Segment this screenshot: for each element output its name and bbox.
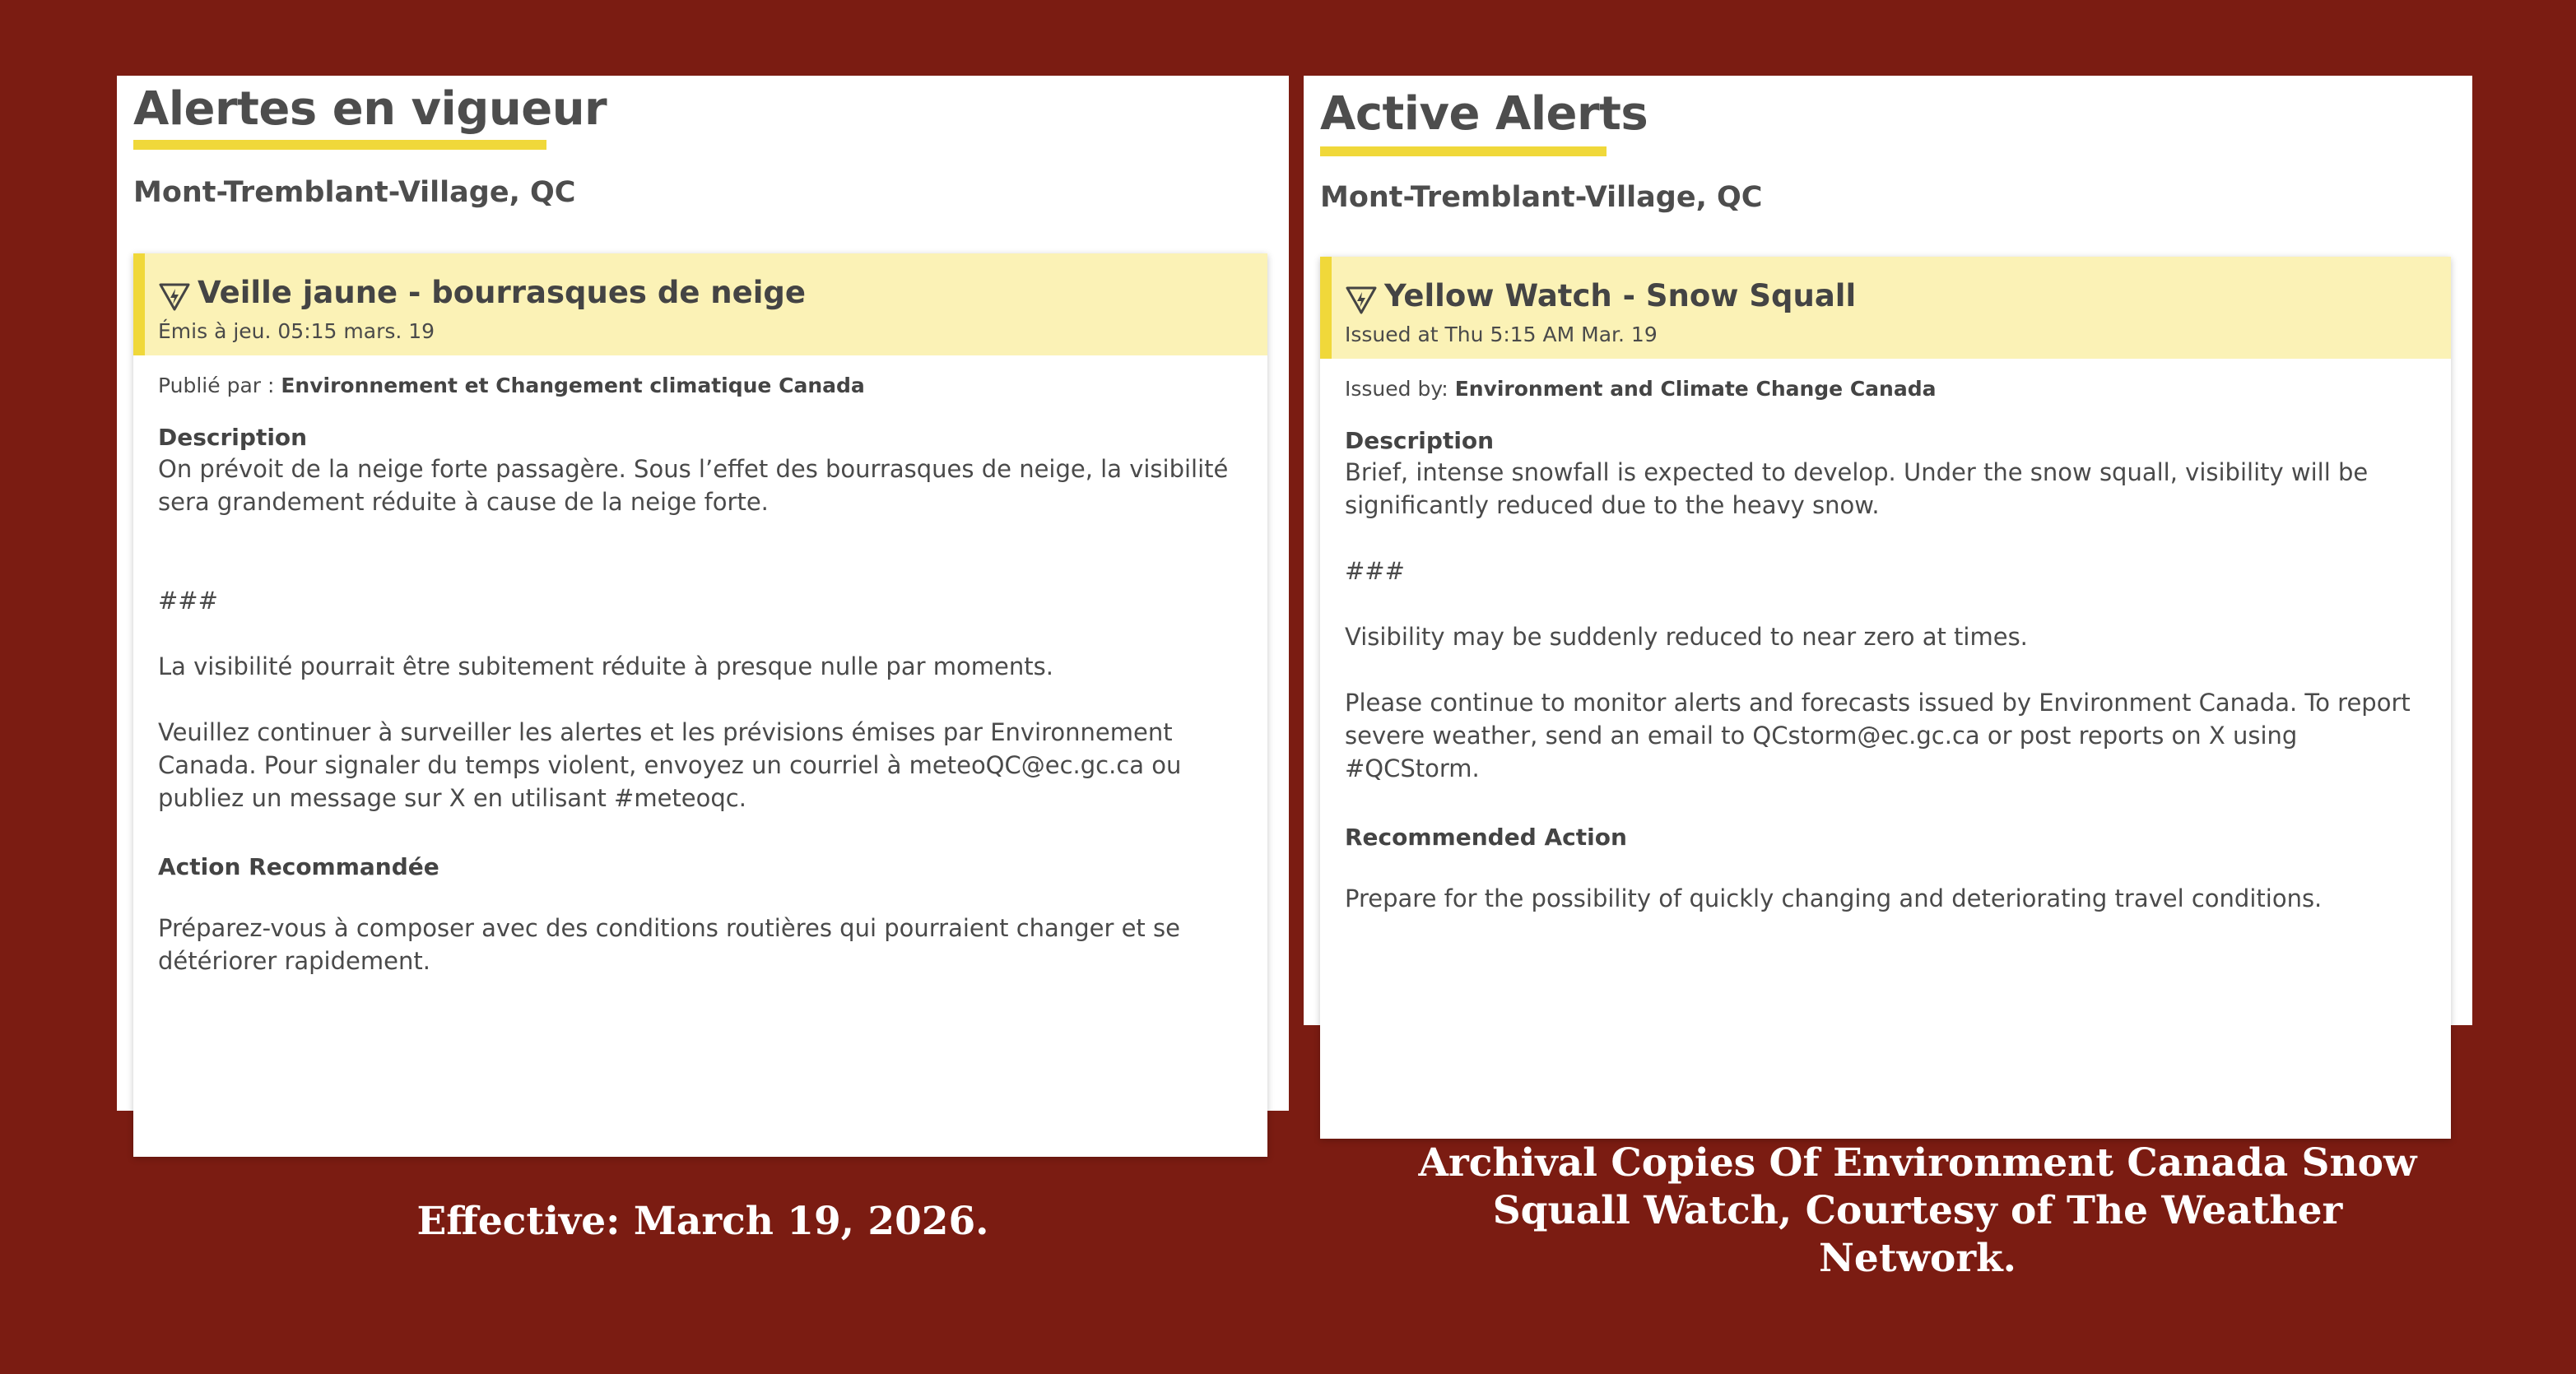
- title-underline: [133, 140, 546, 150]
- effective-date-caption: Effective: March 19, 2026.: [416, 1199, 989, 1244]
- issuer-name: Environment and Climate Change Canada: [1454, 377, 1937, 401]
- alert-issued-time: Issued at Thu 5:15 AM Mar. 19: [1345, 323, 1658, 346]
- issuer-label: Issued by:: [1345, 377, 1448, 401]
- description-paragraph-3: Veuillez continuer à surveiller les alertes et les prévisions émises par Environnement Canada. Pour signaler du temps violent, envoyez un courriel à meteoQC@ec.gc.ca ou publiez un message sur X en utilisant #meteoqc.: [158, 718, 1182, 812]
- separator-text: ###: [158, 587, 218, 615]
- alerts-panel-english: [1304, 76, 2472, 1025]
- separator-text: ###: [1345, 557, 1405, 585]
- description-heading: Description: [1345, 427, 1495, 454]
- issuer-label: Publié par :: [158, 374, 275, 397]
- action-heading: Action Recommandée: [158, 853, 439, 880]
- issuer-line: [158, 372, 1243, 400]
- action-heading: Recommended Action: [1345, 824, 1627, 851]
- alerts-panel-french: [117, 76, 1289, 1111]
- alert-issued-time: Émis à jeu. 05:15 mars. 19: [158, 319, 435, 343]
- description-paragraph-1: Brief, intense snowfall is expected to develop. Under the snow squall, visibility will be significantly reduced due to the heavy snow.: [1345, 458, 2369, 519]
- location-heading: Mont-Tremblant-Village, QC: [133, 176, 576, 209]
- description-paragraph-3: Please continue to monitor alerts and forecasts issued by Environment Canada. To report severe weather, send an email to QCstorm@ec.gc.ca or post reports on X using #QCStorm.: [1345, 689, 2411, 782]
- alert-header[interactable]: [133, 253, 1267, 355]
- alert-title: Veille jaune - bourrasques de neige: [198, 275, 806, 310]
- watch-triangle-icon: [158, 281, 191, 313]
- alert-header[interactable]: [1320, 257, 2451, 359]
- issuer-name: Environnement et Changement climatique Canada: [281, 374, 865, 397]
- alert-body: [1320, 359, 2451, 915]
- page-title: Active Alerts: [1320, 87, 1648, 141]
- description-paragraph-1: On prévoit de la neige forte passagère. Sous l’effet des bourrasques de neige, la visibilité sera grandement réduite à cause de la neige forte.: [158, 455, 1229, 516]
- description-paragraph-2: La visibilité pourrait être subitement réduite à presque nulle par moments.: [158, 652, 1053, 680]
- alert-title: Yellow Watch - Snow Squall: [1384, 278, 1857, 313]
- action-text: Préparez-vous à composer avec des conditions routières qui pourraient changer et se détériorer rapidement.: [158, 914, 1180, 975]
- page-title: Alertes en vigueur: [133, 82, 607, 136]
- title-underline: [1320, 146, 1607, 156]
- alert-card[interactable]: [1320, 257, 2451, 1139]
- description-heading: Description: [158, 424, 308, 451]
- alert-card[interactable]: [133, 253, 1267, 1157]
- issuer-line: [1345, 375, 2426, 403]
- description-paragraph-2: Visibility may be suddenly reduced to near zero at times.: [1345, 623, 2028, 651]
- alert-body: [133, 355, 1267, 977]
- archival-caption: Archival Copies Of Environment Canada Snow Squall Watch, Courtesy of The Weather Network.: [1418, 1140, 2417, 1281]
- watch-triangle-icon: [1345, 285, 1378, 316]
- location-heading: Mont-Tremblant-Village, QC: [1320, 181, 1763, 214]
- action-text: Prepare for the possibility of quickly changing and deteriorating travel conditions.: [1345, 884, 2323, 912]
